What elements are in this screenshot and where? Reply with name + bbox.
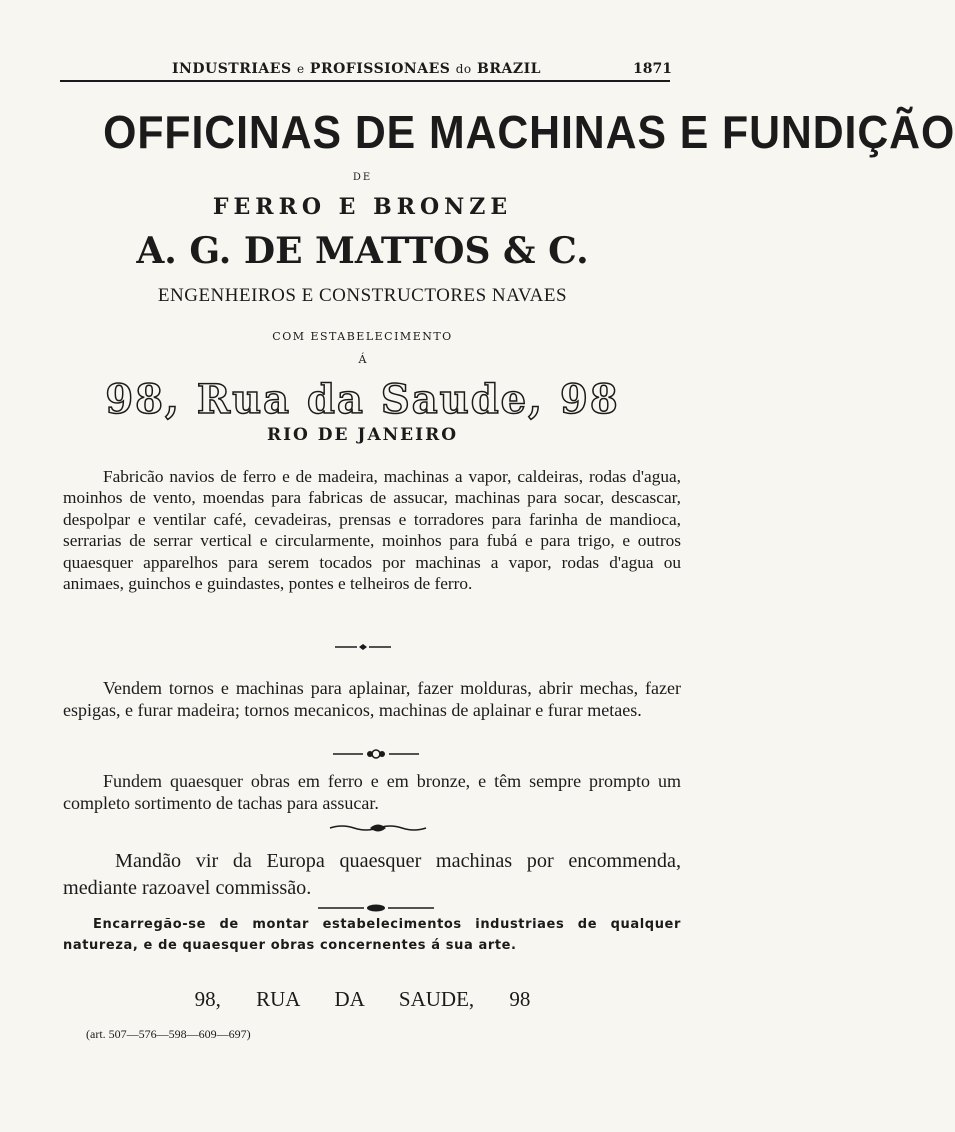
ornament-divider-3	[330, 822, 426, 834]
establishment-label: COM ESTABELECIMENTO	[272, 330, 453, 343]
company-profession: ENGENHEIROS E CONSTRUCTORES NAVAES	[157, 285, 568, 306]
article-references: (art. 507—576—598—609—697)	[86, 1027, 251, 1041]
ornament-divider-2	[333, 748, 419, 760]
paragraph-products: Fabricão navios de ferro e de madeira, machinas a vapor, caldeiras, rodas d'agua, moinhos de vento, moendas para fabricas de assucar, machinas para socar, descascar, despolpar e ventilar café, cevadeiras, prensas e torradores para farinha de mandioca, serrarias de serrar vertical e circularmente, moinhos para fubá e para trigo, e outros quaesquer apparelhos para serem tocados por machinas a vapor, rodas d'agua ou animaes, guinchos e guindastes, pontes e telheiros de ferro.	[63, 467, 681, 594]
preposition-a: Á	[358, 353, 367, 366]
paragraph-imports: Mandão vir da Europa quaesquer machinas por encommenda, mediante razoavel commissão.	[63, 850, 681, 899]
company-name: A. G. DE MATTOS & C.	[136, 230, 589, 272]
footer-address: 98, RUA DA SAUDE, 98	[194, 987, 531, 1011]
header-rule	[60, 80, 670, 82]
header-preposition: do	[455, 62, 472, 76]
advert-title-metals: FERRO E BRONZE	[212, 194, 513, 220]
running-header	[172, 61, 541, 77]
ornament-divider-4	[318, 903, 434, 913]
ornament-divider-1	[335, 641, 391, 653]
header-conjunction: e	[296, 62, 305, 76]
paragraph-sales: Vendem tornos e machinas para aplainar, fazer molduras, abrir mechas, fazer espigas, e furar madeira; tornos mecanicos, machinas de aplainar e furar metaes.	[63, 678, 681, 720]
paragraph-foundry: Fundem quaesquer obras em ferro e em bronze, e têm sempre prompto um completo sortimento de tachas para assucar.	[63, 771, 681, 813]
city-name: RIO DE JANEIRO	[266, 425, 459, 445]
page-number: 1871	[633, 61, 672, 77]
advert-main-title: OFFICINAS DE MACHINAS E FUNDIÇÃO	[103, 106, 955, 158]
header-title-part2: PROFISSIONAES	[309, 61, 451, 77]
header-title-part1: INDUSTRIAES	[172, 61, 292, 77]
header-title-part3: BRAZIL	[477, 61, 541, 77]
ornate-address: 98, Rua da Saude, 98	[105, 376, 620, 423]
paragraph-installations: Encarregão-se de montar estabelecimentos industriaes de qualquer natureza, e de quaesquer obras concernentes á sua arte.	[63, 917, 681, 953]
advert-title-de: DE	[352, 172, 373, 183]
